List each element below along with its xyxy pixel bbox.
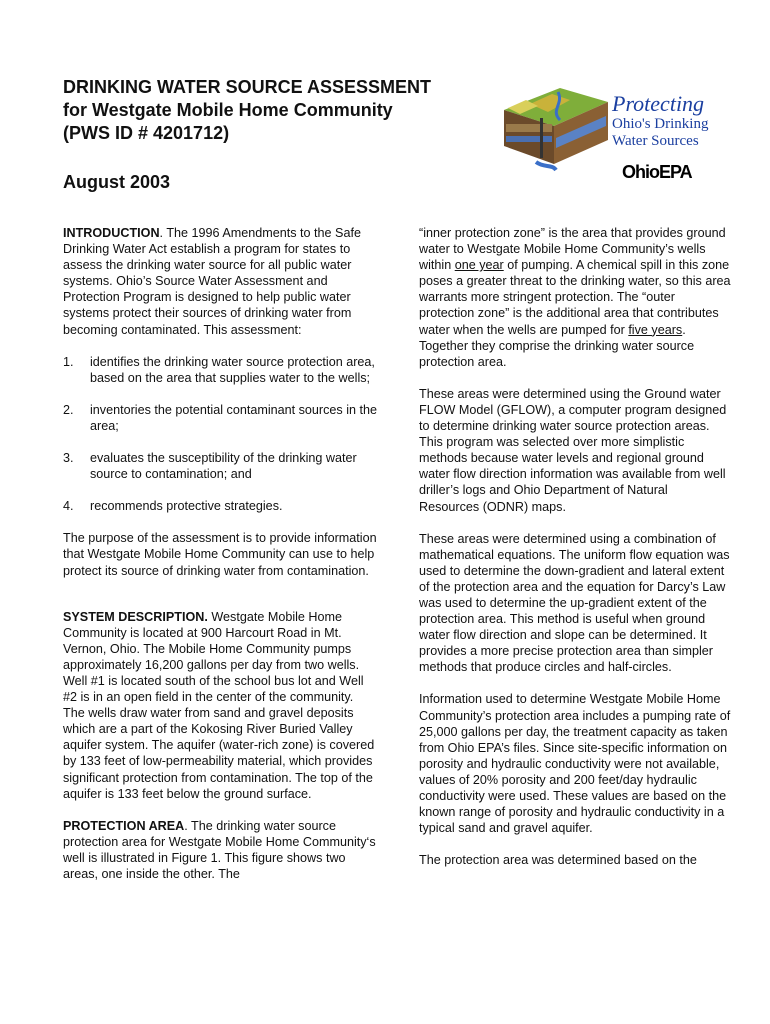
system-description-heading: SYSTEM DESCRIPTION. [63, 609, 208, 624]
protection-area-text: . The drinking water source protection area for Westgate Mobile Home Community‘s well is illustrated in Figure 1. This figure shows two areas, one inside the other. The [63, 818, 376, 881]
document-title [63, 76, 493, 145]
landscape-block-icon [500, 80, 612, 180]
assessment-list [63, 354, 378, 515]
ohio-epa-logo: OhioEPA [622, 162, 692, 182]
logo-line-1: Protecting [612, 91, 705, 116]
purpose-paragraph: The purpose of the assessment is to provide information that Westgate Mobile Home Community can use to help protect its source of drinking water from contamination. [63, 531, 377, 578]
protection-zone-paragraph: “inner protection zone” is the area that provides ground water to Westgate Mobile Home Community’s wells within one year of pumping. A chemical spill in this zone poses a greater threat to the drinking water, so this area warrants more stringent protection. The “outer protection zone” is the additional area that contributes water when the wells are pumped for five years. Together they comprise the drinking water source protection area. [419, 226, 731, 369]
protection-area-paragraph [63, 818, 378, 882]
introduction-heading: INTRODUCTION [63, 226, 160, 240]
title-line-3: (PWS ID # 4201712) [63, 123, 230, 143]
right-column [419, 225, 731, 884]
list-item: 3. evaluates the susceptibility of the drinking water source to contamination; and [63, 451, 357, 482]
introduction-text: . The 1996 Amendments to the Safe Drinking Water Act establish a program for states to assess the drinking water source for all public water systems. Ohio’s Source Water Assessment and Protection Program is designed to help public water systems protect their sources of drinking water from becoming contaminated. This assessment: [63, 226, 361, 337]
system-description-paragraph [63, 609, 378, 802]
one-year-text: one year [454, 258, 504, 273]
list-item: 4. recommends protective strategies. [63, 499, 283, 514]
logo-line-3: Water Sources [612, 133, 699, 149]
protecting-water-logo [500, 80, 725, 195]
introduction-paragraph [63, 225, 378, 338]
list-item: 2. inventories the potential contaminant sources in the area; [63, 402, 378, 433]
title-line-1: DRINKING WATER SOURCE ASSESSMENT [63, 77, 432, 97]
system-description-text: Westgate Mobile Home Community is located at 900 Harcourt Road in Mt. Vernon, Ohio. The Mobile Home Community pumps approximately 16,200 gallons per day from two wells. Well #1 is located south of the school bus lot and Well #2 is in an open field in the center of the community. The wells draw water from sand and gravel deposits which are a part of the Kokosing River Buried Valley aquifer system. The aquifer (water-rich zone) is covered by 133 feet of low-permeability material, which provides significant protection from contamination. The top of the aquifer is 133 feet below the ground surface. [63, 609, 375, 801]
title-line-2: for Westgate Mobile Home Community [63, 100, 393, 120]
document-date: August 2003 [63, 172, 171, 192]
left-column [63, 225, 378, 898]
logo-line-2: Ohio's Drinking [612, 116, 709, 132]
five-years-text: five years [628, 322, 683, 337]
equations-paragraph: These areas were determined using a combination of mathematical equations. The uniform flow equation was used to determine the down-gradient and lateral extent of the protection area and the equation for Darcy’s Law was used to determine the up-gradient extent of the protection area. This method is useful when ground water flow direction and slope can be determined. It provides a more precise protection area than simpler methods that produce circles and half-circles. [419, 531, 730, 675]
logo-text [612, 92, 708, 150]
protection-area-heading: PROTECTION AREA [63, 818, 185, 833]
pumping-info-paragraph: Information used to determine Westgate Mobile Home Community’s protection area includes a pumping rate of 25,000 gallons per day, the treatment capacity as taken from Ohio EPA’s files. Since site-specific information on porosity and hydraulic conductivity were not available, values of 20% porosity and 200 feet/day hydraulic conductivity were used. These values are based on the known range of porosity and hydraulic conductivity in a typical sand and gravel aquifer. [419, 692, 731, 836]
list-item: 1. identifies the drinking water source protection area, based on the area that supplies water to the wells; [63, 354, 375, 385]
closing-paragraph: The protection area was determined based on the [419, 853, 697, 868]
gflow-paragraph: These areas were determined using the Ground water FLOW Model (GFLOW), a computer program designed to determine drinking water source protection areas. This program was selected over more simplistic methods because water levels and regional ground water flow direction information was available from well driller’s logs and Ohio Department of Natural Resources (ODNR) maps. [419, 386, 727, 514]
